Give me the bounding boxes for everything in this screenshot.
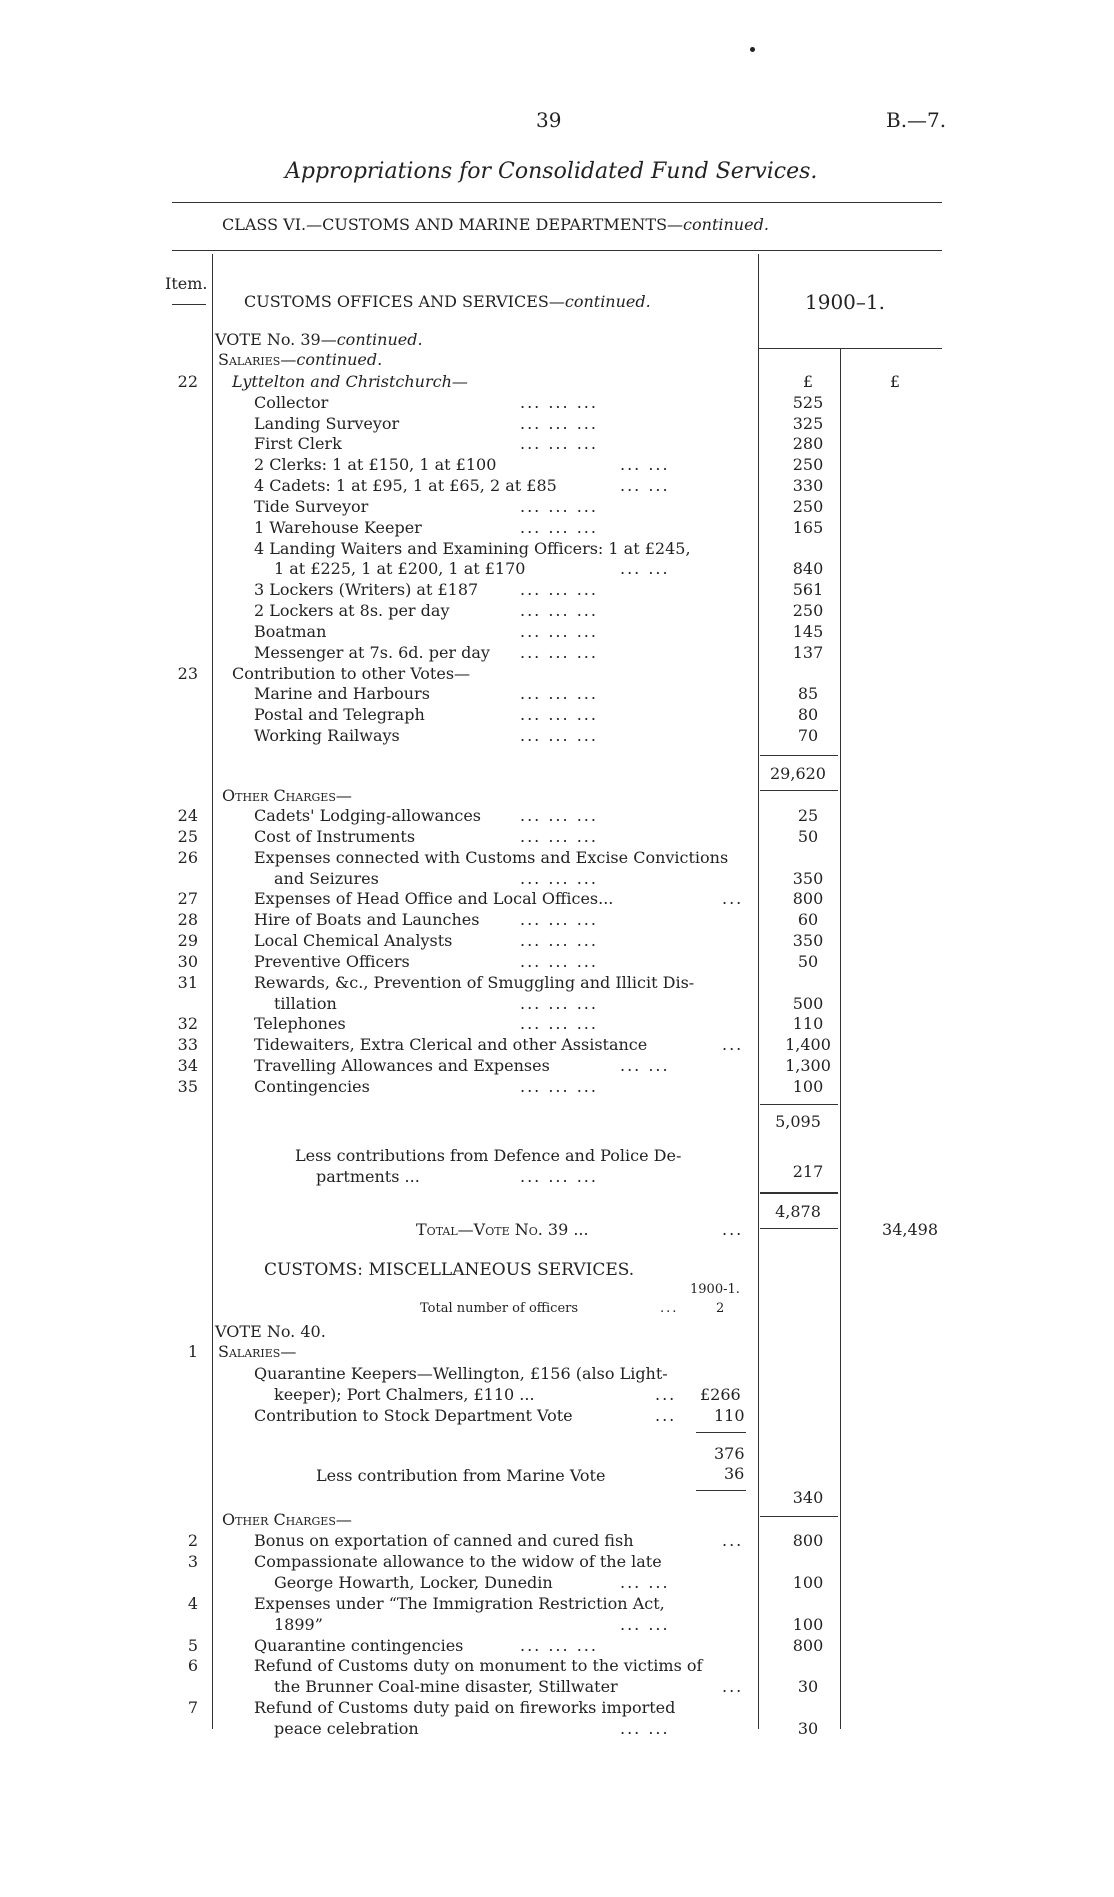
class-rule [172, 250, 942, 251]
page-dot [750, 47, 755, 52]
vote40-label: VOTE No. 40. [215, 1322, 326, 1341]
row-text: Landing Surveyor [254, 414, 400, 433]
leader-dots: ... ... ... [520, 726, 598, 745]
item-number: 27 [177, 889, 198, 908]
row-amount: 100 [792, 1573, 824, 1592]
item-number: 29 [177, 931, 198, 950]
leader-dots: ... [655, 1385, 677, 1404]
row-text: 1 Warehouse Keeper [254, 518, 422, 537]
row-amount: 100 [792, 1615, 824, 1634]
leader-dots: ... ... ... [520, 580, 598, 599]
leader-dots: ... [722, 1035, 744, 1054]
vote39-text: VOTE No. 39— [215, 330, 337, 349]
other-total: 4,878 [775, 1202, 821, 1221]
vote39-label [215, 330, 423, 350]
doc-code: B.—7. [886, 108, 947, 132]
leader-dots: ... [722, 889, 744, 908]
vote39-total-label: Total—Vote No. 39 ... [416, 1220, 589, 1239]
row-amount: 137 [792, 643, 824, 662]
row-text: First Clerk [254, 434, 342, 453]
currency-column1: £ [802, 372, 814, 391]
leader-dots: ... ... ... [520, 393, 598, 412]
row-amount: 25 [797, 806, 819, 825]
row-amount: 60 [797, 910, 819, 929]
item-number: 30 [177, 952, 198, 971]
leader-dots: ... ... ... [520, 622, 598, 641]
row-text: tillation [274, 994, 337, 1013]
row-amount: 525 [792, 393, 824, 412]
leader-dots: ... ... [620, 455, 670, 474]
item-number: 7 [187, 1698, 198, 1717]
row-amount: 30 [797, 1719, 819, 1738]
year-rule [758, 348, 942, 349]
leader-dots: ... ... ... [520, 684, 598, 703]
section-title-cont: continued. [564, 292, 651, 311]
leader-dots: ... [722, 1220, 744, 1239]
leader-dots: ... ... [620, 559, 670, 578]
row-amount: 85 [797, 684, 819, 703]
misc-net-salaries: 340 [792, 1488, 824, 1507]
salaries-total-rule [760, 790, 838, 791]
item-number: 28 [177, 910, 198, 929]
row-text: Refund of Customs duty on monument to the victims of [254, 1656, 703, 1675]
row-amount: 145 [792, 622, 824, 641]
row-text: George Howarth, Locker, Dunedin [274, 1573, 553, 1592]
row-text: Quarantine contingencies [254, 1636, 464, 1655]
less-rule [760, 1192, 838, 1194]
item-column-label: Item. [165, 274, 208, 293]
item-number: 23 [177, 664, 198, 683]
row-text: Expenses connected with Customs and Excise Convictions [254, 848, 729, 867]
stock-contribution: Contribution to Stock Department Vote [254, 1406, 573, 1425]
item-number: 33 [177, 1035, 198, 1054]
leader-dots: ... ... ... [520, 414, 598, 433]
leader-dots: ... ... ... [520, 952, 598, 971]
row-text: Bonus on exportation of canned and cured fish [254, 1531, 634, 1550]
leader-dots: ... ... ... [520, 705, 598, 724]
row-amount: 800 [792, 1531, 824, 1550]
item-number: 25 [177, 827, 198, 846]
item-number: 24 [177, 806, 198, 825]
other-subtotal: 5,095 [775, 1112, 821, 1131]
item-number: 26 [177, 848, 198, 867]
leader-dots: ... ... ... [520, 931, 598, 950]
leader-dots: ... ... ... [520, 1167, 598, 1186]
salaries-cont: continued. [296, 350, 383, 369]
amount-column-rule [758, 254, 759, 1729]
row-amount: 50 [797, 827, 819, 846]
leader-dots: ... ... ... [520, 827, 598, 846]
section-title [244, 292, 651, 311]
row-text: Local Chemical Analysts [254, 931, 453, 950]
currency-column2: £ [889, 372, 901, 391]
leader-dots: ... ... ... [520, 1014, 598, 1033]
title-rule [172, 202, 942, 203]
row-amount: 250 [792, 601, 824, 620]
less-contrib-line2: partments ... [316, 1167, 420, 1186]
salaries-label [218, 350, 382, 370]
row-amount: 325 [792, 414, 824, 433]
misc-less-amount: 36 [724, 1464, 745, 1483]
section-title-text: CUSTOMS OFFICES AND SERVICES— [244, 292, 565, 311]
salaries-sum-rule [760, 755, 838, 756]
misc-sal-sum: 376 [714, 1444, 745, 1463]
leader-dots: ... ... ... [520, 1636, 598, 1655]
item-number: 35 [177, 1077, 198, 1096]
row-text: Refund of Customs duty paid on fireworks imported [254, 1698, 676, 1717]
row-amount: 840 [792, 559, 824, 578]
row-amount: 250 [792, 455, 824, 474]
row-amount: 100 [792, 1077, 824, 1096]
row-text: Preventive Officers [254, 952, 410, 971]
row-amount: 250 [792, 497, 824, 516]
row-amount: 1,300 [785, 1056, 831, 1075]
row-text: 1899” [274, 1615, 323, 1634]
other-sum-rule [760, 1104, 838, 1105]
row-amount: 80 [797, 705, 819, 724]
row-amount: 350 [792, 869, 824, 888]
item-number: 3 [187, 1552, 198, 1571]
row-text: 1 at £225, 1 at £200, 1 at £170 [274, 559, 526, 578]
row-amount: 165 [792, 518, 824, 537]
leader-dots: ... [722, 1677, 744, 1696]
misc-less-label: Less contribution from Marine Vote [316, 1466, 606, 1485]
row-amount: 561 [792, 580, 824, 599]
row-text: 4 Cadets: 1 at £95, 1 at £65, 2 at £85 [254, 476, 557, 495]
salaries-text: Salaries— [218, 350, 297, 369]
row-text: Messenger at 7s. 6d. per day [254, 643, 490, 662]
leader-dots: ... [655, 1406, 677, 1425]
item-label-rule [172, 304, 206, 305]
item-number: 34 [177, 1056, 198, 1075]
item-number: 2 [187, 1531, 198, 1550]
row-text: Lyttelton and Christchurch— [232, 372, 468, 391]
less-contrib-line1: Less contributions from Defence and Police De- [295, 1146, 682, 1165]
leader-dots: ... [722, 1531, 744, 1550]
item-number: 1 [187, 1342, 198, 1361]
row-amount: 110 [792, 1014, 824, 1033]
row-text: Expenses of Head Office and Local Offices... [254, 889, 614, 908]
row-text: Tidewaiters, Extra Clerical and other Assistance [254, 1035, 648, 1054]
row-text: the Brunner Coal-mine disaster, Stillwater [274, 1677, 618, 1696]
row-text: 4 Landing Waiters and Examining Officers: 1 at £245, [254, 539, 691, 558]
row-text: 3 Lockers (Writers) at £187 [254, 580, 479, 599]
item-number: 4 [187, 1594, 198, 1613]
misc-heading: CUSTOMS: MISCELLANEOUS SERVICES. [264, 1260, 635, 1280]
other-total-rule [760, 1228, 838, 1229]
row-amount: 280 [792, 434, 824, 453]
quarantine-line1: Quarantine Keepers—Wellington, £156 (also Light- [254, 1364, 668, 1383]
row-text: Marine and Harbours [254, 684, 430, 703]
vote39-cont: continued. [336, 330, 423, 349]
quarantine-line2: keeper); Port Chalmers, £110 ... [274, 1385, 535, 1404]
class-heading-cont: continued. [683, 215, 769, 234]
row-text: Rewards, &c., Prevention of Smuggling and Illicit Dis- [254, 973, 695, 992]
row-text: Cadets' Lodging-allowances [254, 806, 482, 825]
page-title: Appropriations for Consolidated Fund Services. [285, 159, 818, 184]
class-heading-text: CLASS VI.—CUSTOMS AND MARINE DEPARTMENTS— [222, 215, 684, 234]
misc-net-rule [760, 1516, 838, 1517]
item-column-rule [212, 254, 213, 1729]
row-text: Working Railways [254, 726, 400, 745]
row-text: Expenses under “The Immigration Restriction Act, [254, 1594, 665, 1613]
item-number: 31 [177, 973, 198, 992]
row-text: 2 Clerks: 1 at £150, 1 at £100 [254, 455, 497, 474]
row-text: Boatman [254, 622, 327, 641]
vote39-total-amount: 34,498 [882, 1220, 938, 1239]
misc-less-rule [696, 1490, 746, 1491]
misc-sum-rule [696, 1432, 746, 1433]
row-amount: 330 [792, 476, 824, 495]
row-text: Collector [254, 393, 329, 412]
row-text: Travelling Allowances and Expenses [254, 1056, 550, 1075]
row-text: Compassionate allowance to the widow of the late [254, 1552, 662, 1571]
row-text: 2 Lockers at 8s. per day [254, 601, 450, 620]
row-text: peace celebration [274, 1719, 419, 1738]
item-number: 5 [187, 1636, 198, 1655]
officers-label: Total number of officers [420, 1301, 579, 1316]
misc-other-label: Other Charges— [222, 1510, 352, 1529]
row-amount: 500 [792, 994, 824, 1013]
leader-dots: ... ... ... [520, 434, 598, 453]
row-text: and Seizures [274, 869, 379, 888]
leader-dots: ... ... ... [520, 518, 598, 537]
officers-count: 2 [716, 1301, 725, 1316]
leader-dots: ... ... [620, 476, 670, 495]
row-text: Contribution to other Votes— [232, 664, 471, 683]
item-number: 6 [187, 1656, 198, 1675]
item-number: 32 [177, 1014, 198, 1033]
quarantine-amount: £266 [700, 1385, 741, 1404]
other-charges-label: Other Charges— [222, 786, 352, 805]
less-contrib-amount: 217 [792, 1162, 824, 1181]
leader-dots: ... ... ... [520, 869, 598, 888]
leader-dots: ... ... [620, 1615, 670, 1634]
leader-dots: ... ... ... [520, 806, 598, 825]
leader-dots: ... ... [620, 1573, 670, 1592]
row-text: Telephones [254, 1014, 346, 1033]
row-text: Tide Surveyor [254, 497, 369, 516]
year-heading: 1900–1. [805, 290, 885, 314]
row-amount: 800 [792, 1636, 824, 1655]
officers-year: 1900-1. [690, 1282, 740, 1297]
row-text: Contingencies [254, 1077, 370, 1096]
vote40-salaries-label: Salaries— [218, 1342, 297, 1361]
row-text: Cost of Instruments [254, 827, 416, 846]
item-number: 22 [177, 372, 198, 391]
leader-dots: ... ... ... [520, 910, 598, 929]
leader-dots: ... [660, 1301, 679, 1316]
leader-dots: ... ... ... [520, 1077, 598, 1096]
row-amount: 1,400 [785, 1035, 831, 1054]
row-text: Postal and Telegraph [254, 705, 425, 724]
row-amount: 70 [797, 726, 819, 745]
class-heading [222, 215, 769, 234]
leader-dots: ... ... ... [520, 497, 598, 516]
leader-dots: ... ... ... [520, 601, 598, 620]
leader-dots: ... ... ... [520, 643, 598, 662]
leader-dots: ... ... ... [520, 994, 598, 1013]
leader-dots: ... ... [620, 1719, 670, 1738]
row-text: Hire of Boats and Launches [254, 910, 480, 929]
row-amount: 30 [797, 1677, 819, 1696]
row-amount: 50 [797, 952, 819, 971]
page-number: 39 [536, 108, 562, 132]
leader-dots: ... ... [620, 1056, 670, 1075]
row-amount: 350 [792, 931, 824, 950]
row-amount: 800 [792, 889, 824, 908]
salaries-total: 29,620 [770, 764, 826, 783]
stock-amount: 110 [714, 1406, 745, 1425]
